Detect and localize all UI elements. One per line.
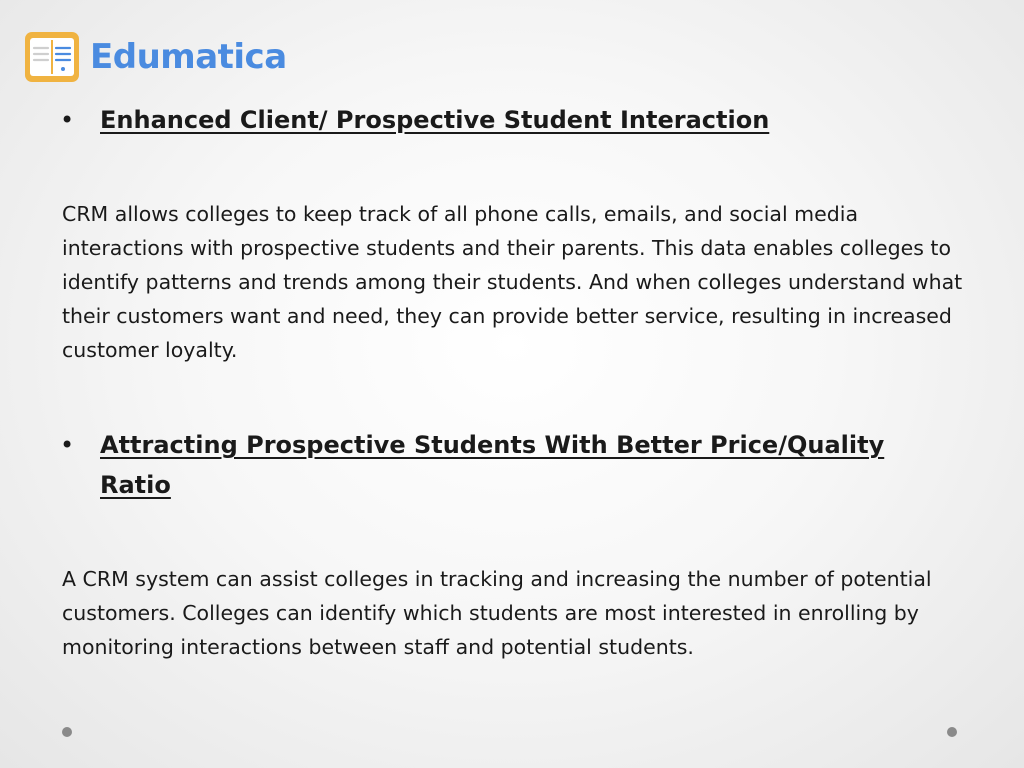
section-body-1: CRM allows colleges to keep track of all phone calls, emails, and social media interactions with prospective students and their parents. This data enables colleges to identify patterns and trends among their students. And when colleges understand what their customers want and need, they can provide better service, resulting in increased customer loyalty. [62, 202, 963, 362]
logo-wordmark: Edumatica [90, 37, 287, 77]
bullet-icon: • [60, 431, 75, 459]
bullet-icon: • [60, 106, 75, 134]
book-icon [24, 31, 80, 83]
section-body-2: A CRM system can assist colleges in tracking and increasing the number of potential customers. Colleges can identify which students are most interested in enrolling by monitoring interactions between staff and potential students. [62, 567, 932, 659]
decorative-dot-right [947, 727, 957, 737]
logo [24, 30, 287, 84]
decorative-dot-left [62, 727, 72, 737]
heading-text: Enhanced Client/ Prospective Student Interaction [100, 106, 770, 134]
section-heading-1 [60, 100, 940, 140]
heading-text: Attracting Prospective Students With Better Price/Quality Ratio [100, 431, 885, 499]
section-heading-2 [60, 425, 940, 505]
